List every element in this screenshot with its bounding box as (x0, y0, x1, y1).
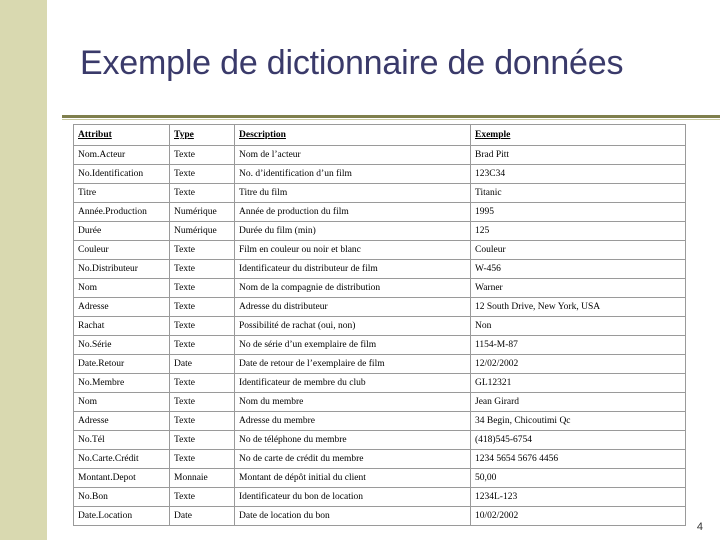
cell-attribut: No.Bon (74, 488, 170, 507)
cell-attribut: Nom.Acteur (74, 146, 170, 165)
cell-description: Adresse du distributeur (235, 298, 471, 317)
table-row (74, 241, 686, 260)
cell-exemple: 34 Begin, Chicoutimi Qc (471, 412, 686, 431)
title-underline (62, 115, 720, 118)
cell-exemple: Couleur (471, 241, 686, 260)
cell-type: Texte (170, 184, 235, 203)
cell-exemple: 12/02/2002 (471, 355, 686, 374)
cell-exemple: 1234L-123 (471, 488, 686, 507)
table-row (74, 336, 686, 355)
cell-description: Nom du membre (235, 393, 471, 412)
cell-type: Texte (170, 241, 235, 260)
table-row (74, 203, 686, 222)
cell-attribut: Adresse (74, 298, 170, 317)
cell-description: Nom de la compagnie de distribution (235, 279, 471, 298)
cell-description: Identificateur du bon de location (235, 488, 471, 507)
cell-exemple: 1995 (471, 203, 686, 222)
table-row (74, 184, 686, 203)
header-description: Description (235, 125, 471, 146)
cell-description: Nom de l’acteur (235, 146, 471, 165)
cell-attribut: Titre (74, 184, 170, 203)
cell-type: Date (170, 507, 235, 526)
cell-type: Monnaie (170, 469, 235, 488)
cell-exemple: 1234 5654 5676 4456 (471, 450, 686, 469)
header-exemple: Exemple (471, 125, 686, 146)
cell-type: Texte (170, 298, 235, 317)
cell-type: Texte (170, 165, 235, 184)
cell-type: Texte (170, 393, 235, 412)
table-row (74, 146, 686, 165)
slide-side-bar (0, 0, 47, 540)
cell-exemple: Non (471, 317, 686, 336)
cell-attribut: Date.Retour (74, 355, 170, 374)
cell-description: Année de production du film (235, 203, 471, 222)
cell-type: Texte (170, 317, 235, 336)
table-header-row (74, 125, 686, 146)
cell-exemple: 1154-M-87 (471, 336, 686, 355)
table-row (74, 165, 686, 184)
table-row (74, 374, 686, 393)
table-row (74, 279, 686, 298)
table-row (74, 507, 686, 526)
header-type: Type (170, 125, 235, 146)
cell-description: No de carte de crédit du membre (235, 450, 471, 469)
cell-attribut: No.Distributeur (74, 260, 170, 279)
table-row (74, 222, 686, 241)
table-row (74, 469, 686, 488)
cell-exemple: Warner (471, 279, 686, 298)
cell-attribut: Couleur (74, 241, 170, 260)
cell-attribut: Durée (74, 222, 170, 241)
cell-type: Texte (170, 146, 235, 165)
cell-description: Date de location du bon (235, 507, 471, 526)
cell-type: Texte (170, 374, 235, 393)
table-row (74, 317, 686, 336)
cell-description: Durée du film (min) (235, 222, 471, 241)
cell-attribut: Date.Location (74, 507, 170, 526)
table-row (74, 355, 686, 374)
cell-exemple: 12 South Drive, New York, USA (471, 298, 686, 317)
table-row (74, 260, 686, 279)
cell-attribut: Adresse (74, 412, 170, 431)
table-row (74, 298, 686, 317)
cell-type: Numérique (170, 222, 235, 241)
header-attribut: Attribut (74, 125, 170, 146)
cell-description: No. d’identification d’un film (235, 165, 471, 184)
table-row (74, 431, 686, 450)
page-number: 4 (696, 521, 703, 533)
cell-type: Texte (170, 412, 235, 431)
cell-type: Texte (170, 431, 235, 450)
cell-attribut: No.Membre (74, 374, 170, 393)
cell-description: No de téléphone du membre (235, 431, 471, 450)
cell-type: Date (170, 355, 235, 374)
table-row (74, 488, 686, 507)
table-row (74, 450, 686, 469)
cell-description: Adresse du membre (235, 412, 471, 431)
cell-description: No de série d’un exemplaire de film (235, 336, 471, 355)
cell-description: Montant de dépôt initial du client (235, 469, 471, 488)
cell-attribut: Année.Production (74, 203, 170, 222)
cell-attribut: Nom (74, 279, 170, 298)
cell-attribut: Rachat (74, 317, 170, 336)
cell-attribut: No.Série (74, 336, 170, 355)
cell-exemple: 123C34 (471, 165, 686, 184)
cell-attribut: No.Identification (74, 165, 170, 184)
cell-attribut: No.Tél (74, 431, 170, 450)
cell-attribut: No.Carte.Crédit (74, 450, 170, 469)
table-row (74, 393, 686, 412)
cell-type: Texte (170, 279, 235, 298)
cell-exemple: Brad Pitt (471, 146, 686, 165)
cell-type: Texte (170, 450, 235, 469)
table-row (74, 412, 686, 431)
cell-exemple: 50,00 (471, 469, 686, 488)
cell-description: Date de retour de l’exemplaire de film (235, 355, 471, 374)
cell-exemple: GL12321 (471, 374, 686, 393)
cell-description: Titre du film (235, 184, 471, 203)
cell-exemple: Titanic (471, 184, 686, 203)
cell-exemple: W-456 (471, 260, 686, 279)
title-underline-thin (62, 119, 720, 120)
slide-title: Exemple de dictionnaire de données (80, 44, 624, 82)
cell-type: Texte (170, 336, 235, 355)
cell-description: Identificateur du distributeur de film (235, 260, 471, 279)
cell-attribut: Nom (74, 393, 170, 412)
cell-description: Identificateur de membre du club (235, 374, 471, 393)
cell-type: Texte (170, 260, 235, 279)
data-dictionary-table (73, 124, 686, 526)
cell-exemple: (418)545-6754 (471, 431, 686, 450)
cell-exemple: 10/02/2002 (471, 507, 686, 526)
cell-exemple: 125 (471, 222, 686, 241)
cell-type: Numérique (170, 203, 235, 222)
cell-exemple: Jean Girard (471, 393, 686, 412)
cell-description: Film en couleur ou noir et blanc (235, 241, 471, 260)
table-body (74, 146, 686, 526)
cell-attribut: Montant.Depot (74, 469, 170, 488)
cell-description: Possibilité de rachat (oui, non) (235, 317, 471, 336)
cell-type: Texte (170, 488, 235, 507)
